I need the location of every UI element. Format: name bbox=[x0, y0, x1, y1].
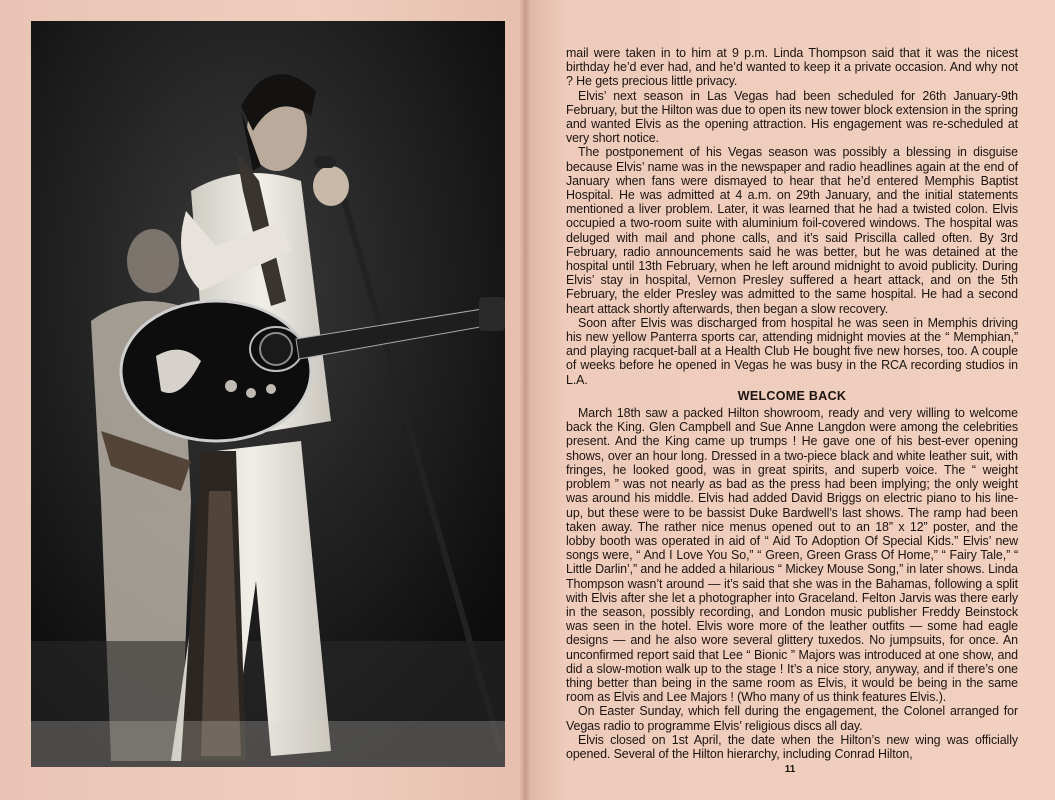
left-page bbox=[0, 0, 524, 800]
article-paragraph: Elvis’ next season in Las Vegas had been scheduled for 26th January-9th February, but the Hilton was due to open its new tower block extension in the spring and wanted Elvis as the opening attraction. His engagement was re-scheduled at very short notice. bbox=[566, 88, 1018, 146]
article-paragraph: March 18th saw a packed Hilton showroom, ready and very willing to welcome back the King. Glen Campbell and Sue Anne Langdon were among the celebrities present. And the King came up trumps ! He gave one of his best-ever opening shows, over an hour long. Dressed in a two-piece black and white leather suit, with fringes, he looked good, was in great spirits, and superb voice. The “ weight problem ” was not nearly as bad as the press had been implying; the only weight was around his middle. Elvis had added David Briggs on electric piano to his line-up, but these were to be bassist Duke Bardwell’s last shows. The ramp had been taken away. The rather nice menus opened out to an 18” x 12” poster, and the lobby booth was operated in aid of “ Aid To Adoption Of Special Kids.” Elvis’ new songs were, “ And I Love You So,” “ Green, Green Grass Of Home,” “ Fairy Tale,” “ Little Darlin’,” and he added a hilarious “ Mickey Mouse Song,” in later shows. Linda Thompson wasn’t around — it’s said that she was in the Bahamas, following a split with Elvis after she let a photographer into Graceland. Felton Jarvis was there early in the season, possibly recording, and London music publisher Freddy Beinstock was seen in the hotel. Elvis wore more of the leather outfits — some had eagle designs — and he also wore several glittery tuxedos. No jumpsuits, for once. An unconfirmed report said that Lee “ Bionic ” Majors was introduced at one show, and did a slow-motion walk up to the stage ! It’s a nice story, anyway, and if there’s one thing better than being in the same room as Elvis, it would be being in the same room as Elvis and Lee Majors ! (Who many of us think features Elvis.). bbox=[566, 406, 1018, 705]
section-heading: WELCOME BACK bbox=[737, 388, 847, 403]
article-paragraph: Elvis closed on 1st April, the date when the Hilton’s new wing was officially opened. Several of the Hilton hierarchy, including Conrad Hilton, bbox=[566, 732, 1018, 761]
page-gutter bbox=[519, 0, 531, 800]
article-paragraph: On Easter Sunday, which fell during the engagement, the Colonel arranged for Vegas radio to programme Elvis’ religious discs all day. bbox=[566, 704, 1018, 733]
article-paragraph: Soon after Elvis was discharged from hospital he was seen in Memphis driving his new yellow Panterra sports car, attending midnight movies at the “ Memphian,” and playing racquet-ball at a Health Club He bought five new horses, too. A couple of weeks before he opened in Vegas he was busy in the RCA recording studios in L.A. bbox=[566, 315, 1018, 387]
page-number: 11 bbox=[784, 764, 796, 775]
concert-photo bbox=[31, 21, 505, 767]
article-body bbox=[566, 46, 1018, 761]
article-paragraph: The postponement of his Vegas season was possibly a blessing in disguise because Elvis’ name was in the newspaper and radio headlines again at the end of January when fans were dismayed to hear that he’d entered Memphis Baptist Hospital. He was admitted at 4 a.m. on 29th January, and the initial statements mentioned a liver problem. Later, it was learned that he had a twisted colon. Elvis occupied a two-room suite with aluminium foil-covered windows. The hospital was deluged with mail and phone calls, and it’s said Priscilla called often. By 3rd February, radio announcements said he was better, but he was detained at the hospital until 13th February, when he left around midnight to avoid publicity. During Elvis’ stay in hospital, Vernon Presley suffered a heart attack, and on the 5th February, the elder Presley was admitted to the same hospital. He had a second heart attack shortly afterwards, then began a slow recovery. bbox=[566, 145, 1018, 316]
article-paragraph: mail were taken in to him at 9 p.m. Linda Thompson said that it was the nicest birthday he’d ever had, and he’d wanted to keep it a private occasion. And why not ? He gets precious little privacy. bbox=[566, 46, 1018, 89]
